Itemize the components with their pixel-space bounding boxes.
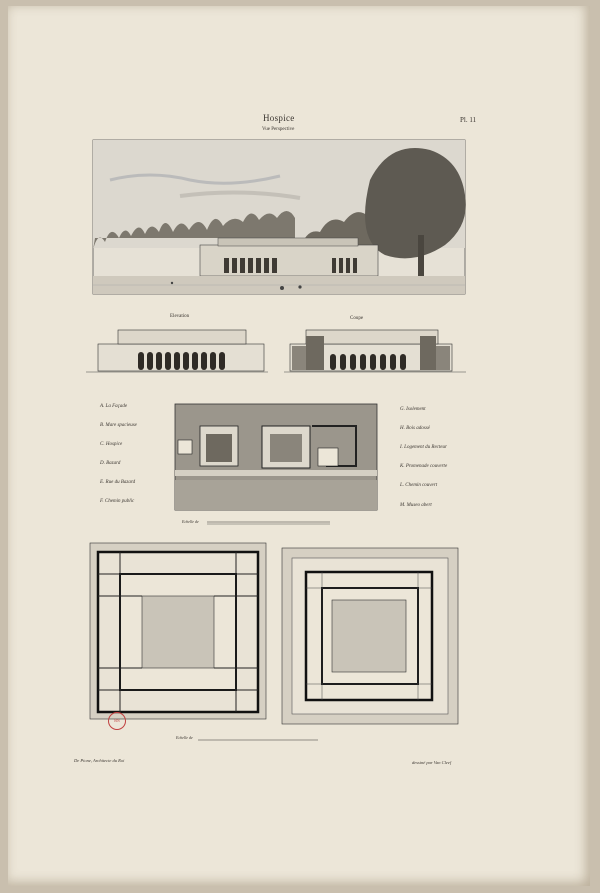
legend-item: E. Rue du Bazard: [100, 480, 136, 485]
site-plan: [175, 404, 377, 524]
upper-floor-plan: [282, 548, 458, 724]
perspective-view: [93, 140, 466, 294]
legend-item: C. Hospice: [100, 442, 123, 447]
draughtsman-signature: dessiné par Van Cleef: [412, 760, 452, 765]
legend-item: G. Isolement: [400, 407, 426, 412]
legend-item: F. Chemin public: [100, 499, 135, 504]
library-stamp: BN: [108, 712, 126, 730]
architect-signature: De Pione, Architecte du Roi: [74, 758, 125, 763]
plate-subtitle: Vue Perspective: [262, 127, 295, 132]
plan-scale-label: Echelle de: [176, 735, 193, 740]
legend-item: I. Logement du Recteur: [400, 445, 447, 450]
legend-item: K. Promenade couverte: [400, 464, 448, 469]
site-scale-label: Echelle de: [182, 519, 199, 524]
legend-item: L. Chemin couvert: [400, 483, 438, 488]
legend-item: A. La Façade: [100, 404, 128, 409]
plate-title: Hospice: [263, 113, 295, 123]
legend-item: H. Bois adossé: [400, 426, 430, 431]
legend-item: B. Mare spacieuse: [100, 423, 137, 428]
section-drawing: [284, 330, 466, 372]
plate-number: Pl. 11: [460, 116, 477, 124]
elevation-drawing: [86, 330, 268, 372]
legend-item: M. Museo abert: [400, 503, 432, 508]
section-label: Coupe: [350, 316, 364, 321]
elevation-label: Elevation: [170, 314, 190, 319]
legend-item: D. Bazard: [100, 461, 121, 466]
